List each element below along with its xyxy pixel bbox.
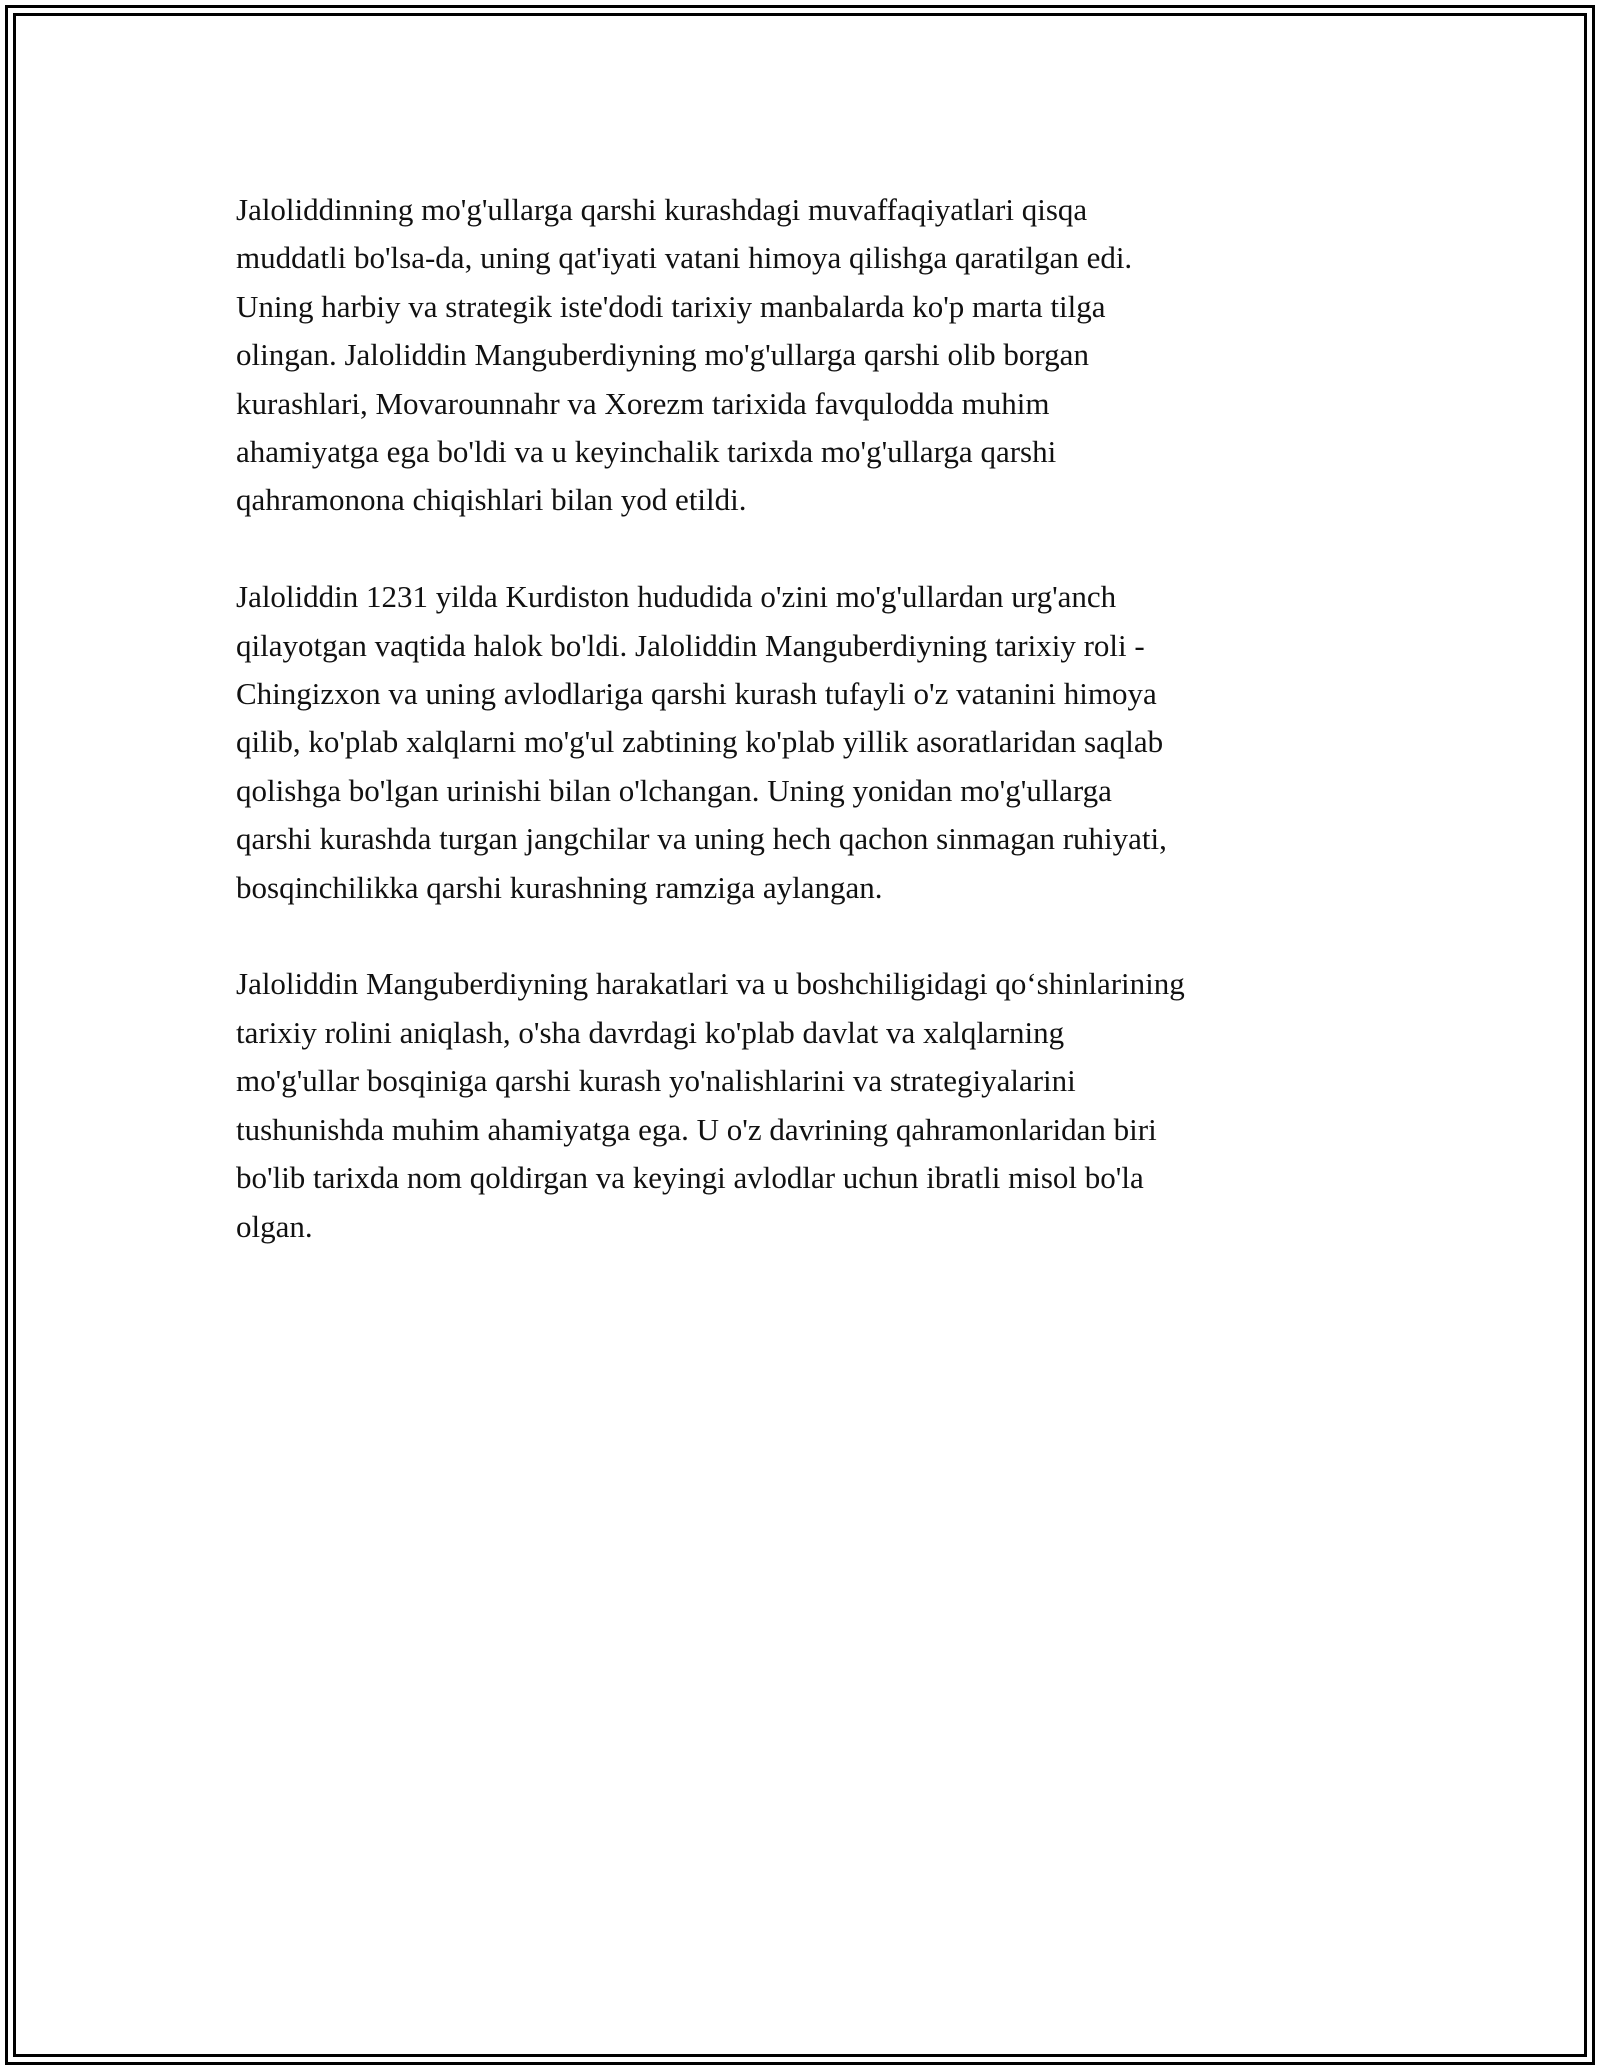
paragraph-1: Jaloliddinning mo'g'ullarga qarshi kurashdagi muvaffaqiyatlari qisqa muddatli bo'lsa-da, uning qat'iyati vatani himoya qilishga qaratilgan edi. Uning harbiy va strategik iste'dodi tarixiy manbalarda ko'p marta tilga olingan. Jaloliddin Manguberdiyning mo'g'ullarga qarshi olib borgan kurashlari, Movarounnahr va Xorezm tarixida favqulodda muhim ahamiyatga ega bo'ldi va u keyinchalik tarixda mo'g'ullarga qarshi qahramonona chiqishlari bilan yod etildi. [236,192,1133,518]
paragraph-3: Jaloliddin Manguberdiyning harakatlari va u boshchiligidagi qo‘shinlarining tarixiy rolini aniqlash, o'sha davrdagi ko'plab davlat va xalqlarning mo'g'ullar bosqiniga qarshi kurash yo'nalishlarini va strategiyalarini tushunishda muhim ahamiyatga ega. U o'z davrining qahramonlaridan biri bo'lib tarixda nom qoldirgan va keyingi avlodlar uchun ibratli misol bo'la olgan. [236,966,1185,1244]
paragraph-2: Jaloliddin 1231 yilda Kurdiston hududida o'zini mo'g'ullardan urg'anch qilayotgan vaqtida halok bo'ldi. Jaloliddin Manguberdiyning tarixiy roli - Chingizxon va uning avlodlariga qarshi kurash tufayli o'z vatanini himoya qilib, ko'plab xalqlarni mo'g'ul zabtining ko'plab yillik asoratlaridan saqlab qolishga bo'lgan urinishi bilan o'lchangan. Uning yonidan mo'g'ullarga qarshi kurashda turgan jangchilar va uning hech qachon sinmagan ruhiyati, bosqinchilikka qarshi kurashning ramziga aylangan. [236,579,1167,905]
document-body [236,186,1386,1299]
